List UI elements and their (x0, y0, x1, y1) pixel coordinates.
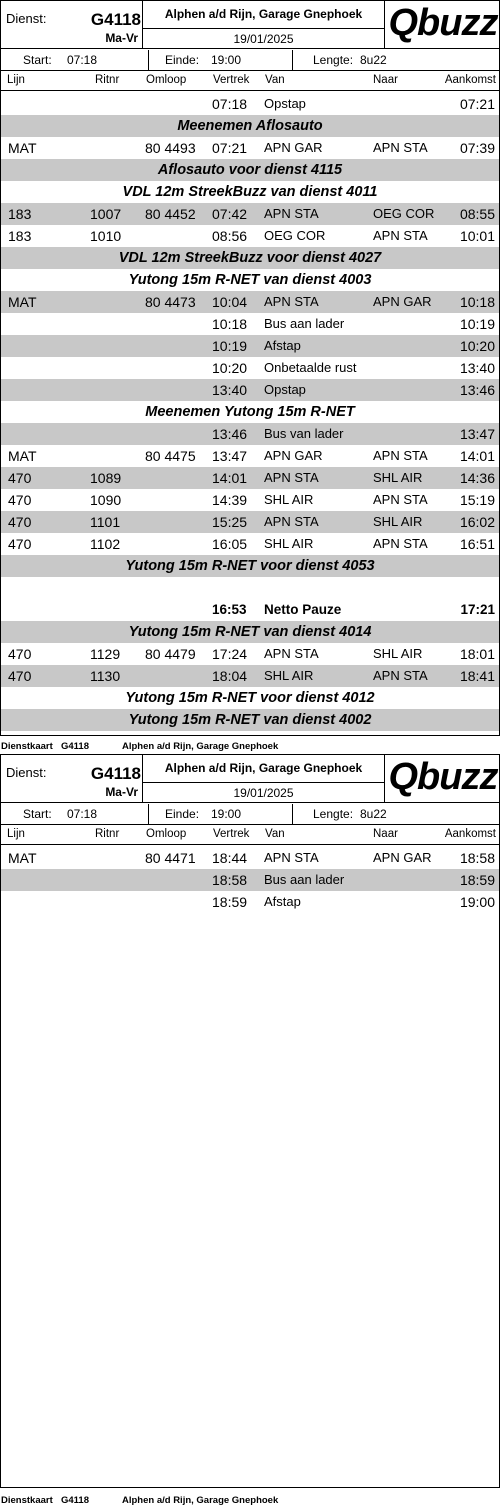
end-label: Einde: (165, 53, 200, 67)
cell-vertrek: 16:05 (212, 536, 248, 552)
section-title: Yutong 15m R-NET voor dienst 4012 (125, 690, 375, 706)
cell-aankomst: 14:01 (459, 448, 495, 464)
trip-row (1, 643, 499, 665)
cell-vertrek: 18:04 (212, 668, 248, 684)
cell-aankomst: 18:01 (459, 646, 495, 662)
length-label: Lengte: (313, 53, 354, 67)
cell-aankomst: 19:00 (459, 894, 495, 910)
length-cell (293, 50, 499, 71)
trip-row (1, 423, 499, 445)
cell-aankomst: 15:19 (459, 492, 495, 508)
cell-lijn: 183 (8, 228, 32, 244)
cell-aankomst: 10:18 (459, 294, 495, 310)
col-aankomst: Aankomst (444, 828, 496, 840)
cell-lijn: MAT (8, 140, 37, 156)
cell-vertrek: 16:53 (212, 602, 247, 617)
end-label: Einde: (165, 807, 200, 821)
cell-naar: SHL AIR (373, 470, 423, 485)
trip-row (1, 445, 499, 467)
col-lijn: Lijn (7, 74, 25, 86)
cell-aankomst: 18:41 (459, 668, 495, 684)
cell-vertrek: 18:44 (212, 850, 248, 866)
trip-row (1, 379, 499, 401)
cell-van: APN GAR (264, 448, 323, 463)
section-title-row (1, 687, 499, 709)
cell-naar: APN STA (373, 536, 428, 551)
col-naar: Naar (373, 828, 398, 840)
dienst-code: G4118 (90, 10, 141, 29)
cell-omloop: 80 4493 (145, 140, 196, 156)
cell-van: APN STA (264, 646, 319, 661)
trip-row (1, 93, 499, 115)
cell-van: APN STA (264, 514, 319, 529)
cell-naar: APN STA (373, 228, 428, 243)
cell-van: Bus van lader (264, 426, 344, 441)
length-value: 8u22 (360, 807, 387, 821)
trip-row (1, 225, 499, 247)
cell-lijn: 470 (8, 646, 32, 662)
cell-omloop: 80 4471 (145, 850, 196, 866)
cell-aankomst: 18:59 (459, 872, 495, 888)
footer-code: G4118 (61, 1495, 89, 1506)
col-aankomst: Aankomst (444, 74, 496, 86)
cell-vertrek: 07:42 (212, 206, 248, 222)
cell-lijn: 470 (8, 492, 32, 508)
cell-lijn: MAT (8, 294, 37, 310)
dienst-days: Ma-Vr (105, 31, 138, 45)
cell-naar: APN GAR (373, 850, 432, 865)
start-value: 07:18 (67, 53, 98, 67)
cell-van: Bus aan lader (264, 316, 345, 331)
cell-van: SHL AIR (264, 492, 314, 507)
end-cell (149, 804, 293, 825)
cell-vertrek: 18:59 (212, 894, 248, 910)
cell-lijn: MAT (8, 850, 37, 866)
cell-naar: OEG COR (373, 206, 435, 221)
col-vertrek: Vertrek (213, 74, 250, 86)
col-omloop: Omloop (146, 74, 187, 86)
cell-aankomst: 16:02 (459, 514, 495, 530)
card-header (1, 755, 499, 803)
cell-aankomst: 14:36 (459, 470, 495, 486)
cell-van: OEG COR (264, 228, 326, 243)
trip-row (1, 489, 499, 511)
cell-van: Bus aan lader (264, 872, 345, 887)
length-cell (293, 804, 499, 825)
section-title: VDL 12m StreekBuzz voor dienst 4027 (118, 250, 382, 266)
section-title-row (1, 621, 499, 643)
cell-aankomst: 13:47 (459, 426, 495, 442)
cell-ritnr: 1102 (90, 536, 121, 552)
cell-vertrek: 07:18 (212, 96, 248, 112)
end-value: 19:00 (211, 53, 242, 67)
cell-van: APN STA (264, 470, 319, 485)
cell-aankomst: 10:19 (459, 316, 495, 332)
dienst-days: Ma-Vr (105, 785, 138, 799)
cell-ritnr: 1101 (90, 514, 121, 530)
cell-naar: APN STA (373, 140, 428, 155)
dienst-code: G4118 (90, 764, 141, 783)
cell-van: Afstap (264, 338, 301, 353)
cell-aankomst: 13:46 (459, 382, 495, 398)
col-vertrek: Vertrek (213, 828, 250, 840)
cell-naar: SHL AIR (373, 646, 423, 661)
cell-van: SHL AIR (264, 668, 314, 683)
cell-lijn: 470 (8, 514, 32, 530)
section-title: Yutong 15m R-NET van dienst 4014 (128, 624, 372, 640)
cell-vertrek: 18:58 (212, 872, 248, 888)
col-van: Van (265, 828, 285, 840)
end-cell (149, 50, 293, 71)
cell-aankomst: 07:39 (459, 140, 495, 156)
dienstkaart-page-2 (0, 754, 500, 1488)
cell-vertrek: 14:39 (212, 492, 248, 508)
trip-row (1, 599, 499, 621)
cell-vertrek: 10:19 (212, 338, 248, 354)
start-value: 07:18 (67, 807, 98, 821)
length-value: 8u22 (360, 53, 387, 67)
cell-aankomst: 08:55 (459, 206, 495, 222)
section-title-row (1, 115, 499, 137)
card-header (1, 1, 499, 49)
cell-aankomst: 16:51 (459, 536, 495, 552)
cell-vertrek: 07:21 (212, 140, 248, 156)
footer-code: G4118 (61, 741, 89, 752)
cell-aankomst: 17:21 (460, 602, 495, 617)
dienst-label: Dienst: (6, 11, 47, 26)
section-title: Yutong 15m R-NET van dienst 4003 (128, 272, 372, 288)
trip-row (1, 291, 499, 313)
end-value: 19:00 (211, 807, 242, 821)
trip-row (1, 467, 499, 489)
section-title-row (1, 181, 499, 203)
cell-ritnr: 1129 (90, 646, 121, 662)
cell-naar: APN GAR (373, 294, 432, 309)
cell-ritnr: 1130 (90, 668, 121, 684)
cell-aankomst: 13:40 (459, 360, 495, 376)
section-title: Meenemen Aflosauto (177, 118, 323, 134)
section-title: Yutong 15m R-NET voor dienst 4053 (125, 558, 375, 574)
trip-row (1, 533, 499, 555)
col-van: Van (265, 74, 285, 86)
cell-omloop: 80 4452 (145, 206, 196, 222)
cell-ritnr: 1010 (90, 228, 122, 244)
garage-location: Alphen a/d Rijn, Garage Gnephoek (143, 1, 385, 29)
col-ritnr: Ritnr (95, 74, 120, 86)
cell-van: APN STA (264, 294, 319, 309)
trip-row (1, 869, 499, 891)
cell-ritnr: 1089 (90, 470, 122, 486)
cell-naar: APN STA (373, 668, 428, 683)
spacer-row (1, 577, 499, 599)
trip-row (1, 335, 499, 357)
service-date: 19/01/2025 (143, 783, 385, 803)
section-title-row (1, 159, 499, 181)
section-title-row (1, 555, 499, 577)
footer-location: Alphen a/d Rijn, Garage Gnephoek (122, 741, 279, 752)
trip-row (1, 665, 499, 687)
info-bar (1, 50, 499, 71)
trip-row (1, 891, 499, 913)
cell-lijn: 470 (8, 668, 32, 684)
trip-row (1, 511, 499, 533)
trip-row (1, 203, 499, 225)
col-lijn: Lijn (7, 828, 25, 840)
cell-vertrek: 10:18 (212, 316, 248, 332)
section-title-row (1, 269, 499, 291)
trip-row (1, 313, 499, 335)
length-label: Lengte: (313, 807, 354, 821)
start-label: Start: (23, 807, 52, 821)
cell-vertrek: 17:24 (212, 646, 248, 662)
cell-vertrek: 10:20 (212, 360, 248, 376)
section-title-row (1, 709, 499, 731)
dienstkaart-page-1 (0, 0, 500, 736)
start-label: Start: (23, 53, 52, 67)
section-title: Yutong 15m R-NET van dienst 4002 (128, 712, 372, 728)
cell-van: Opstap (264, 382, 306, 397)
cell-vertrek: 13:40 (212, 382, 248, 398)
cell-naar: APN STA (373, 448, 428, 463)
cell-ritnr: 1090 (90, 492, 122, 508)
section-title-row (1, 247, 499, 269)
cell-omloop: 80 4475 (145, 448, 196, 464)
trip-row (1, 137, 499, 159)
col-naar: Naar (373, 74, 398, 86)
column-headers (1, 825, 499, 845)
cell-lijn: 183 (8, 206, 32, 222)
trip-row (1, 357, 499, 379)
info-bar (1, 804, 499, 825)
section-title: Aflosauto voor dienst 4115 (157, 162, 343, 178)
cell-aankomst: 10:01 (459, 228, 495, 244)
trip-row (1, 847, 499, 869)
col-ritnr: Ritnr (95, 828, 120, 840)
section-title: VDL 12m StreekBuzz van dienst 4011 (122, 184, 378, 200)
cell-van: Netto Pauze (264, 602, 342, 617)
footer-label: Dienstkaart (1, 741, 53, 752)
cell-vertrek: 10:04 (212, 294, 248, 310)
service-date: 19/01/2025 (143, 29, 385, 49)
cell-naar: SHL AIR (373, 514, 423, 529)
cell-omloop: 80 4473 (145, 294, 196, 310)
cell-lijn: MAT (8, 448, 37, 464)
start-cell (1, 50, 149, 71)
cell-vertrek: 14:01 (212, 470, 248, 486)
footer-location: Alphen a/d Rijn, Garage Gnephoek (122, 1495, 279, 1506)
garage-location: Alphen a/d Rijn, Garage Gnephoek (143, 755, 385, 783)
cell-van: APN GAR (264, 140, 323, 155)
dienst-label: Dienst: (6, 765, 47, 780)
cell-van: Onbetaalde rust (264, 360, 357, 375)
cell-naar: APN STA (373, 492, 428, 507)
section-title: Meenemen Yutong 15m R-NET (145, 404, 355, 420)
cell-aankomst: 18:58 (459, 850, 495, 866)
cell-lijn: 470 (8, 536, 32, 552)
cell-vertrek: 13:47 (212, 448, 248, 464)
cell-van: APN STA (264, 206, 319, 221)
column-headers (1, 71, 499, 91)
trip-rows (1, 847, 499, 913)
cell-omloop: 80 4479 (145, 646, 196, 662)
cell-van: Afstap (264, 894, 301, 909)
trip-rows (1, 93, 499, 731)
start-cell (1, 804, 149, 825)
qbuzz-logo: Qbuzz (388, 2, 498, 44)
cell-ritnr: 1007 (90, 206, 122, 222)
cell-vertrek: 13:46 (212, 426, 248, 442)
cell-van: APN STA (264, 850, 319, 865)
section-title-row (1, 401, 499, 423)
cell-lijn: 470 (8, 470, 32, 486)
cell-aankomst: 07:21 (459, 96, 495, 112)
cell-van: SHL AIR (264, 536, 314, 551)
footer-label: Dienstkaart (1, 1495, 53, 1506)
cell-vertrek: 15:25 (212, 514, 248, 530)
cell-vertrek: 08:56 (212, 228, 248, 244)
cell-van: Opstap (264, 96, 306, 111)
cell-aankomst: 10:20 (459, 338, 495, 354)
qbuzz-logo: Qbuzz (388, 756, 498, 798)
col-omloop: Omloop (146, 828, 187, 840)
